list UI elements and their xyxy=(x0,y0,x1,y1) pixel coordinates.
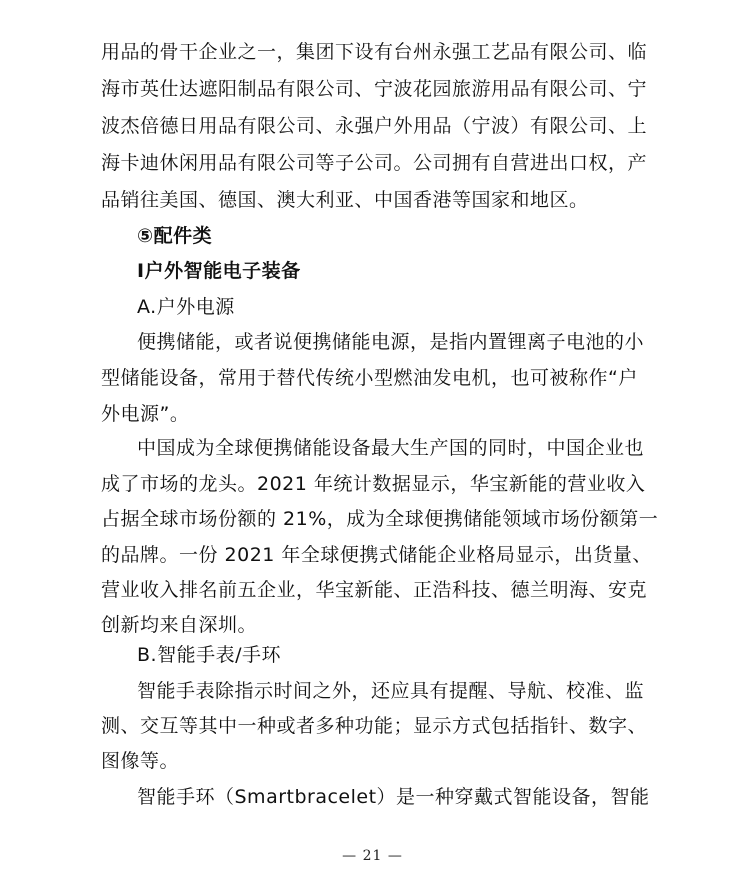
paragraph-line: 中国成为全球便携储能设备最大生产国的同时，中国企业也 xyxy=(137,437,645,459)
paragraph-line: 图像等。 xyxy=(101,750,180,772)
item-a-title: A.户外电源 xyxy=(137,296,235,318)
paragraph-line: 用品的骨干企业之一，集团下设有台州永强工艺品有限公司、临 xyxy=(101,41,648,63)
paragraph-line: 创新均来自深圳。 xyxy=(101,614,258,636)
paragraph-line: 智能手环（Smartbracelet）是一种穿戴式智能设备，智能 xyxy=(137,786,650,808)
paragraph-line: 占据全球市场份额的 21%，成为全球便携储能领域市场份额第一 xyxy=(101,508,659,530)
paragraph-line: 型储能设备，常用于替代传统小型燃油发电机，也可被称作“户 xyxy=(101,367,638,389)
paragraph-line: 测、交互等其中一种或者多种功能；显示方式包括指针、数字、 xyxy=(101,715,648,737)
paragraph-line: 品销往美国、德国、澳大利亚、中国香港等国家和地区。 xyxy=(101,189,589,211)
paragraph-line: 智能手表除指示时间之外，还应具有提醒、导航、校准、监 xyxy=(137,680,645,702)
paragraph-line: 便携储能，或者说便携储能电源，是指内置锂离子电池的小 xyxy=(137,331,645,353)
paragraph-line: 海卡迪休闲用品有限公司等子公司。公司拥有自营进出口权，产 xyxy=(101,152,648,174)
paragraph-line: 波杰倍德日用品有限公司、永强户外用品（宁波）有限公司、上 xyxy=(101,115,648,137)
page-number: — 21 — xyxy=(342,848,403,864)
item-b-title: B.智能手表/手环 xyxy=(137,644,281,666)
paragraph-line: 外电源”。 xyxy=(101,403,190,425)
paragraph-line: 的品牌。一份 2021 年全球便携式储能企业格局显示，出货量、 xyxy=(101,544,652,566)
paragraph-line: 营业收入排名前五企业，华宝新能、正浩科技、德兰明海、安克 xyxy=(101,579,648,601)
paragraph-line: 成了市场的龙头。2021 年统计数据显示，华宝新能的营业收入 xyxy=(101,473,646,495)
subsection-heading: Ⅰ户外智能电子装备 xyxy=(137,260,301,282)
paragraph-line: 海市英仕达遮阳制品有限公司、宁波花园旅游用品有限公司、宁 xyxy=(101,78,648,100)
section-heading: ⑤配件类 xyxy=(137,225,213,247)
